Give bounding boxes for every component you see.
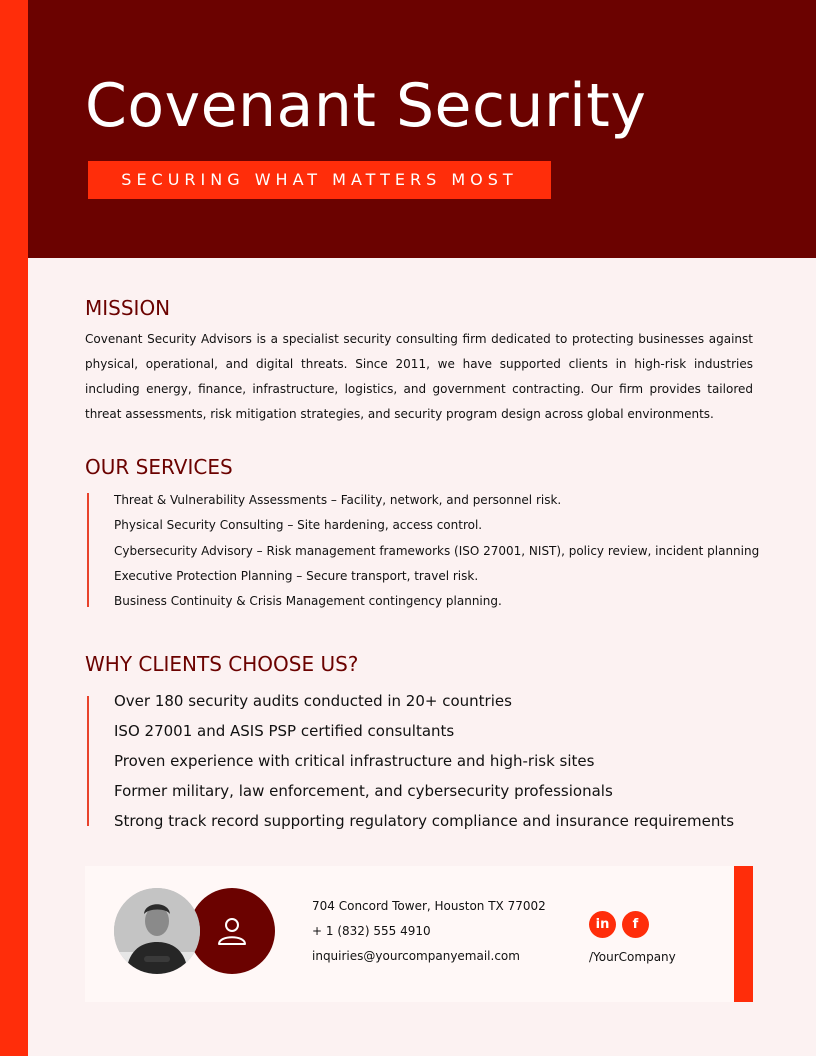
why-accent-bar <box>87 696 89 826</box>
service-item: Threat & Vulnerability Assessments – Facility, network, and personnel risk. <box>114 493 562 507</box>
service-item: Physical Security Consulting – Site hardening, access control. <box>114 518 483 533</box>
user-icon <box>215 914 249 948</box>
services-accent-bar <box>87 493 89 607</box>
why-item: Former military, law enforcement, and cybersecurity professionals <box>114 782 613 800</box>
why-item: ISO 27001 and ASIS PSP certified consultants <box>114 722 455 740</box>
why-list <box>114 686 734 836</box>
mission-heading: MISSION <box>85 296 171 320</box>
mission-paragraph: Covenant Security Advisors is a specialist security consulting firm dedicated to protecting businesses against physical, operational, and digital threats. Since 2011, we have supported clients in high-risk industries including energy, finance, infrastructure, logistics, and government contracting. Our firm provides tailored threat assessments, risk mitigation strategies, and security program design across global environments. <box>85 332 753 421</box>
service-item: Executive Protection Planning – Secure transport, travel risk. <box>114 568 479 583</box>
linkedin-icon[interactable]: in <box>589 911 616 938</box>
user-avatar <box>189 888 275 974</box>
header-banner <box>28 0 816 258</box>
facebook-icon[interactable]: f <box>622 911 649 938</box>
why-item: Strong track record supporting regulatory compliance and insurance requirements <box>114 812 735 830</box>
services-heading: OUR SERVICES <box>85 455 233 479</box>
contact-card-accent <box>734 866 753 1002</box>
company-title: Covenant Security <box>85 71 647 141</box>
social-handle: /YourCompany <box>589 950 676 964</box>
tagline-banner: SECURING WHAT MATTERS MOST <box>88 161 551 199</box>
profile-photo <box>114 888 200 974</box>
contact-phone[interactable]: + 1 (832) 555 4910 <box>312 924 431 938</box>
contact-email[interactable]: inquiries@yourcompanyemail.com <box>312 949 520 963</box>
left-accent-strip <box>0 0 28 1056</box>
service-item: Business Continuity & Crisis Management contingency planning. <box>114 594 502 609</box>
why-heading: WHY CLIENTS CHOOSE US? <box>85 652 359 676</box>
contact-address: 704 Concord Tower, Houston TX 77002 <box>312 899 546 913</box>
service-item: Cybersecurity Advisory – Risk management frameworks (ISO 27001, NIST), policy review, incident planning <box>114 543 760 558</box>
why-item: Proven experience with critical infrastructure and high-risk sites <box>114 752 595 770</box>
services-list <box>114 488 759 614</box>
why-item: Over 180 security audits conducted in 20+ countries <box>114 692 512 710</box>
